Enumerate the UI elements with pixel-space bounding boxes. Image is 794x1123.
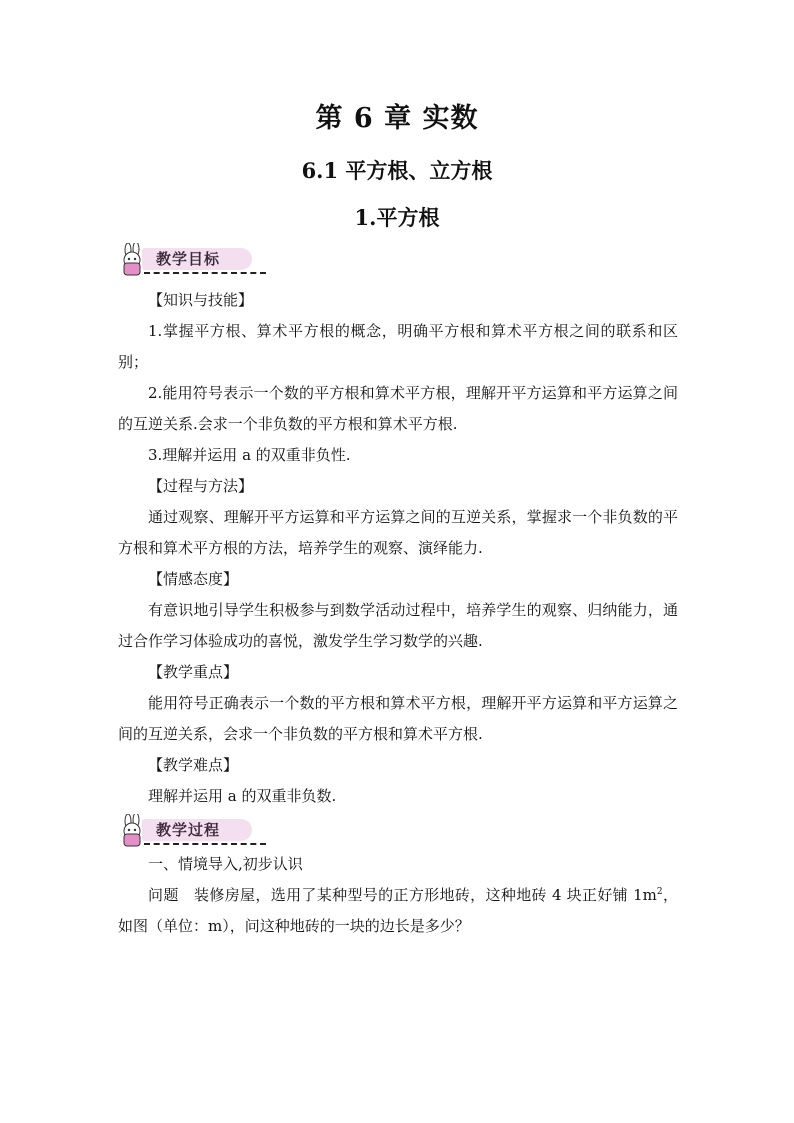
knowledge-item-2: 2.能用符号表示一个数的平方根和算术平方根，理解开平方运算和平方运算之间的互逆关系.会求一个非负数的平方根和算术平方根. <box>118 384 678 433</box>
objectives-banner <box>118 243 260 277</box>
intro-header: 一、情境导入,初步认识 <box>148 855 303 873</box>
process-banner <box>118 814 260 848</box>
difficulty-header: 【教学难点】 <box>148 756 239 774</box>
emotion-text: 有意识地引导学生积极参与到数学活动过程中，培养学生的观察、归纳能力，通过合作学习体验成功的喜悦，激发学生学习数学的兴趣. <box>118 601 678 650</box>
process-banner-label: 教学过程 <box>156 821 221 839</box>
objectives-content <box>118 285 678 812</box>
banner-dashed-rule <box>144 272 266 274</box>
process-content <box>118 849 678 942</box>
problem-text-a: 问题 装修房屋，选用了某种型号的正方形地砖，这种地砖 4 块正好铺 1m <box>148 886 657 904</box>
chapter-title: 第 6 章 实数 <box>315 103 479 134</box>
section-title: 6.1 平方根、立方根 <box>301 158 493 183</box>
emotion-header: 【情感态度】 <box>148 570 239 588</box>
subsection-title: 1.平方根 <box>354 205 440 230</box>
process-method-header: 【过程与方法】 <box>148 477 254 495</box>
knowledge-item-1: 1.掌握平方根、算术平方根的概念，明确平方根和算术平方根之间的联系和区别； <box>118 322 678 371</box>
key-points-text: 能用符号正确表示一个数的平方根和算术平方根，理解开平方运算和平方运算之间的互逆关系，会求一个非负数的平方根和算术平方根. <box>118 694 678 743</box>
problem-text <box>118 880 678 942</box>
banner-dashed-rule <box>144 843 266 845</box>
key-points-header: 【教学重点】 <box>148 663 239 681</box>
difficulty-text: 理解并运用 a 的双重非负数. <box>148 787 337 805</box>
problem-text-b: ，如图（单位：m），问这种地砖的一块的边长是多少？ <box>118 886 678 935</box>
knowledge-header: 【知识与技能】 <box>148 291 254 309</box>
process-method-text: 通过观察、理解开平方运算和平方运算之间的互逆关系，掌握求一个非负数的平方根和算术平方根的方法，培养学生的观察、演绎能力. <box>118 508 678 557</box>
knowledge-item-3: 3.理解并运用 a 的双重非负性. <box>148 446 351 464</box>
problem-superscript: 2 <box>656 887 663 897</box>
objectives-banner-label: 教学目标 <box>156 250 221 268</box>
